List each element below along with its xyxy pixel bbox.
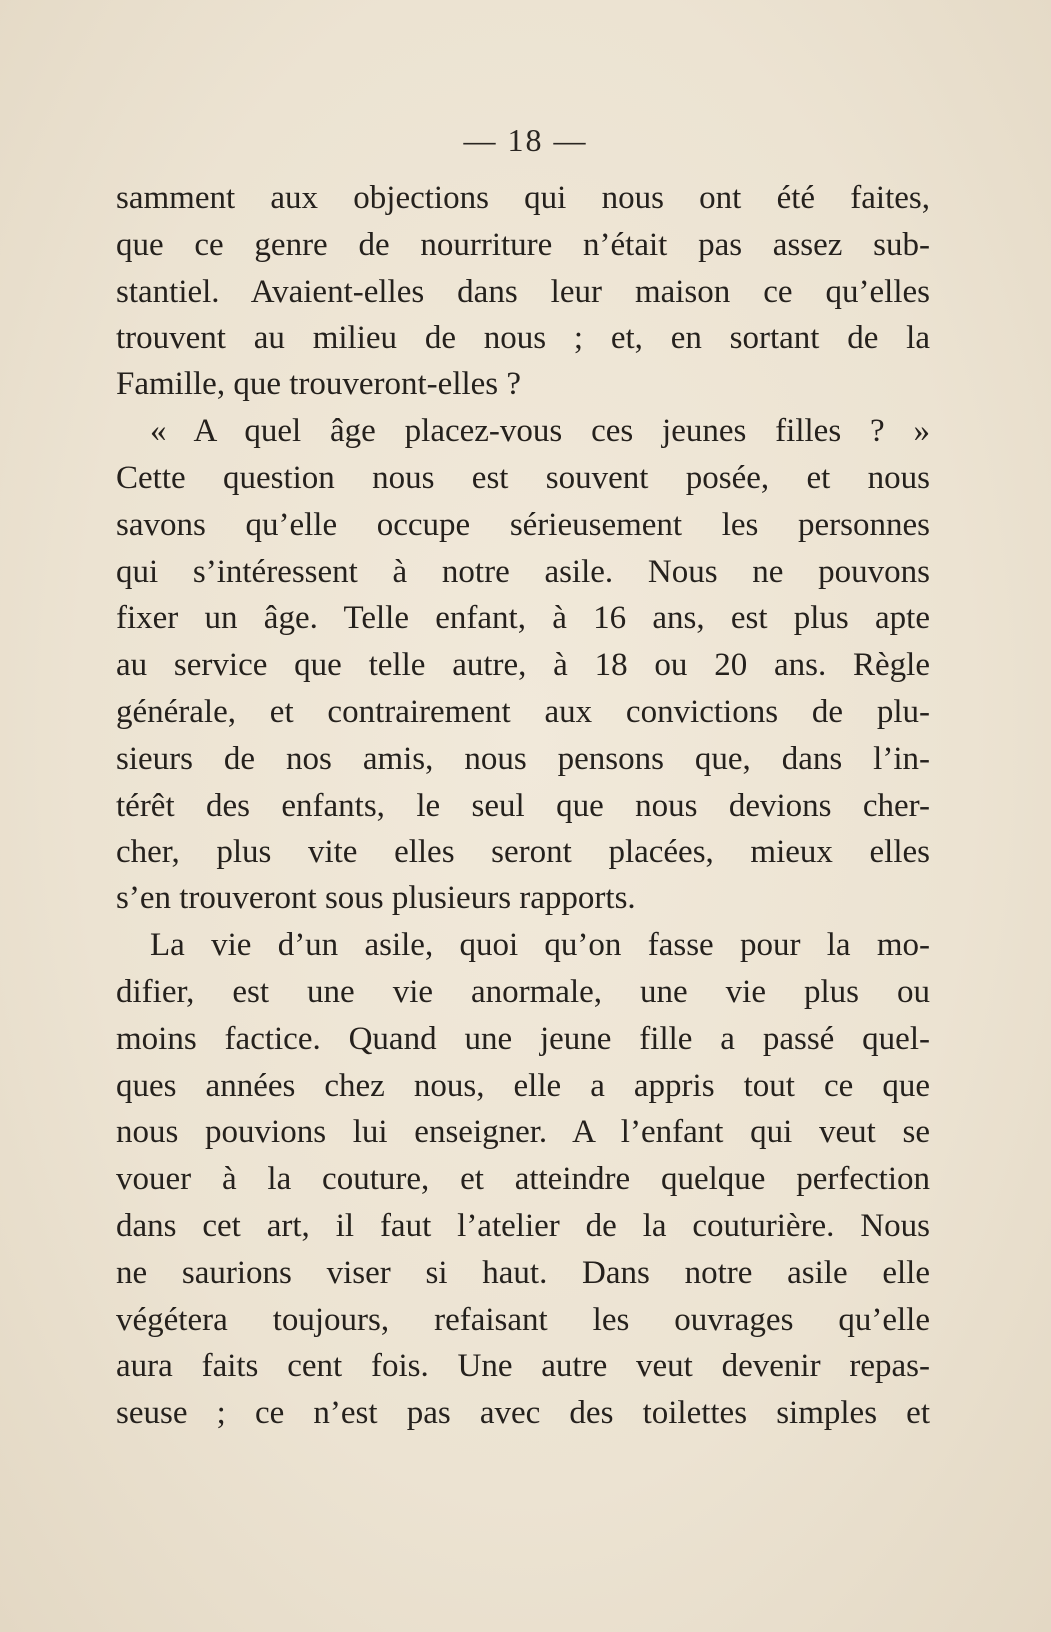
text-line-4: trouvent au milieu de nous ; et, en sortant de la — [116, 320, 930, 356]
text-line-27: seuse ; ce n’est pas avec des toilettes simples et — [116, 1395, 930, 1431]
text-line-5: Famille, que trouveront-elles ? — [116, 366, 522, 402]
text-line-6: « A quel âge placez-vous ces jeunes filles ? » — [150, 413, 930, 449]
text-line-14: térêt des enfants, le seul que nous devions cher- — [116, 788, 930, 824]
text-line-8: savons qu’elle occupe sérieusement les personnes — [116, 507, 930, 543]
text-line-17: La vie d’un asile, quoi qu’on fasse pour la mo- — [150, 927, 930, 963]
text-line-19: moins factice. Quand une jeune fille a passé quel- — [116, 1021, 930, 1057]
text-line-13: sieurs de nos amis, nous pensons que, dans l’in- — [116, 741, 930, 777]
text-line-21: nous pouvions lui enseigner. A l’enfant qui veut se — [116, 1114, 930, 1150]
text-line-26: aura faits cent fois. Une autre veut devenir repas- — [116, 1348, 930, 1384]
text-line-24: ne saurions viser si haut. Dans notre asile elle — [116, 1255, 930, 1291]
page-number: — 18 — — [463, 122, 588, 158]
text-line-2: que ce genre de nourriture n’était pas assez sub- — [116, 227, 930, 263]
text-line-10: fixer un âge. Telle enfant, à 16 ans, est plus apte — [116, 600, 930, 636]
text-line-7: Cette question nous est souvent posée, et nous — [116, 460, 930, 496]
text-line-12: générale, et contrairement aux convictions de plu- — [116, 694, 930, 730]
text-line-18: difier, est une vie anormale, une vie plus ou — [116, 974, 930, 1010]
text-line-3: stantiel. Avaient-elles dans leur maison ce qu’elles — [116, 274, 930, 310]
text-line-15: cher, plus vite elles seront placées, mieux elles — [116, 834, 930, 870]
text-line-20: ques années chez nous, elle a appris tout ce que — [116, 1068, 930, 1104]
text-line-22: vouer à la couture, et atteindre quelque perfection — [116, 1161, 930, 1197]
text-line-25: végétera toujours, refaisant les ouvrages qu’elle — [116, 1302, 930, 1338]
text-line-23: dans cet art, il faut l’atelier de la couturière. Nous — [116, 1208, 930, 1244]
text-line-16: s’en trouveront sous plusieurs rapports. — [116, 880, 636, 916]
text-line-11: au service que telle autre, à 18 ou 20 ans. Règle — [116, 647, 930, 683]
text-line-9: qui s’intéressent à notre asile. Nous ne pouvons — [116, 554, 930, 590]
text-line-1: samment aux objections qui nous ont été faites, — [116, 180, 930, 216]
